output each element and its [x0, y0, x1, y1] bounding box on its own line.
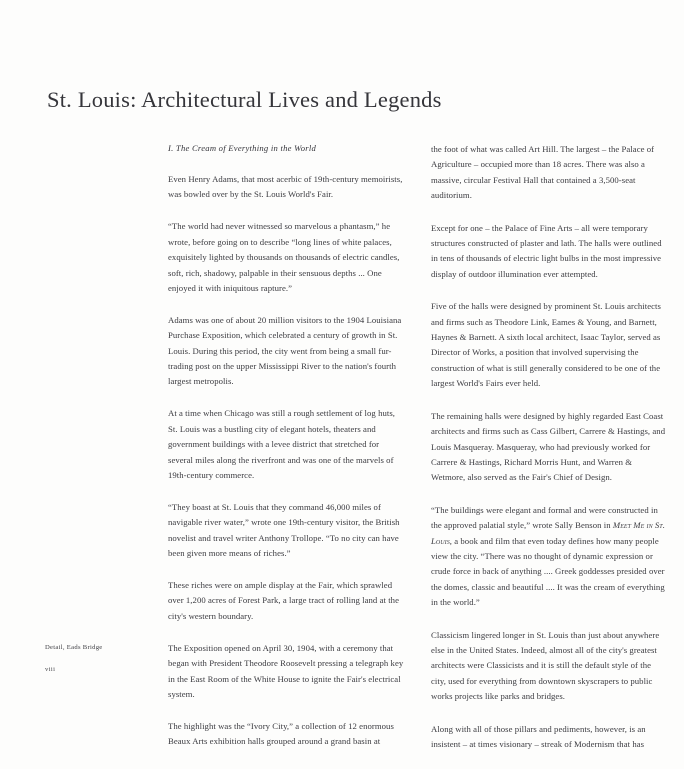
- paragraph: Classicism lingered longer in St. Louis than just about anywhere else in the United States. Indeed, almost all of the city's greatest architects were Classicists and it is still the default style of the city, used for everything from downtown skyscrapers to public works projects like parks and bridges.: [431, 629, 660, 702]
- left-text-column: [168, 142, 404, 769]
- paragraph: The Exposition opened on April 30, 1904, with a ceremony that began with President Theodore Roosevelt pressing a telegraph key in the East Room of the White House to ignite the Fair's electrical system.: [168, 642, 404, 699]
- page-number: viii: [45, 666, 56, 673]
- paragraph: These riches were on ample display at the Fair, which sprawled over 1,200 acres of Forest Park, a large tract of rolling land at the city's western boundary.: [168, 580, 399, 621]
- quote-text-part-two: , a book and film that even today defines how many people view the city. “There was no thought of dynamic expression or crude force in back of anything .... Greek goddesses presided over the domes, classic and beautiful .... It was the cream of everything in the world.”: [431, 535, 665, 608]
- two-column-text-body: [168, 142, 668, 769]
- quote-text-part-one: “The buildings were elegant and formal and were constructed in the approved palatial style,” wrote Sally Benson in: [431, 504, 658, 531]
- right-text-column: [431, 142, 667, 769]
- paragraph: Five of the halls were designed by prominent St. Louis architects and firms such as Theodore Link, Eames & Young, and Barnett, Haynes & Barnett. A sixth local architect, Isaac Taylor, served as Director of Works, a position that involved supervising the construction of what is still generally considered to be one of the largest World's Fairs ever held.: [431, 301, 661, 389]
- paragraph: Along with all of those pillars and pediments, however, is an insistent – at times visionary – streak of Modernism that has: [431, 723, 646, 749]
- paragraph: Even Henry Adams, that most acerbic of 19th-century memoirists, was bowled over by the St. Louis World's Fair.: [168, 174, 403, 200]
- paragraph: At a time when Chicago was still a rough settlement of log huts, St. Louis was a bustling city of elegant hotels, theaters and government buildings with a levee district that stretched for several miles along the riverfront and was one of the marvels of 19th-century commerce.: [168, 408, 396, 480]
- paragraph: “They boast at St. Louis that they command 46,000 miles of navigable river water,” wrote one 19th-century visitor, the British novelist and travel writer Anthony Trollope. “To no city can have been given more means of riches.”: [168, 501, 400, 559]
- figure-caption: Detail, Eads Bridge: [45, 644, 103, 651]
- paragraph: The remaining halls were designed by highly regarded East Coast architects and firms such as Cass Gilbert, Carrere & Hastings, and Louis Masqueray. Masqueray, who had previously worked for Carrere & Hastings, Richard Morris Hunt, and Warren & Wetmore, also served as the Fair's Chief of Design.: [431, 410, 666, 483]
- paragraph: Except for one – the Palace of Fine Arts – all were temporary structures constructed of plaster and lath. The halls were outlined in tens of thousands of electric light bulbs in the most impressive display of outdoor illumination ever attempted.: [431, 222, 662, 279]
- paragraph: The highlight was the “Ivory City,” a collection of 12 enormous Beaux Arts exhibition halls grouped around a grand basin at: [168, 720, 394, 747]
- work-title: Meet Me in St. Louis: [431, 520, 665, 546]
- paragraph: “The world had never witnessed so marvelous a phantasm,” he wrote, before going on to describe “long lines of white palaces, exquisitely lighted by thousands on thousands of electric candles, soft, rich, shadowy, palpable in their sensuous depths ... One enjoyed it with iniquitous rapture.”: [168, 221, 400, 293]
- paragraph: Adams was one of about 20 million visitors to the 1904 Louisiana Purchase Exposition, which celebrated a century of growth in St. Louis. During this period, the city went from being a small fur-trading post on the upper Mississippi River to the nation's fourth largest metropolis.: [168, 314, 402, 387]
- section-heading: I. The Cream of Everything in the World: [168, 143, 317, 153]
- page-title: St. Louis: Architectural Lives and Legends: [47, 87, 442, 113]
- paragraph-with-quoted-work: [431, 503, 667, 611]
- paragraph: the foot of what was called Art Hill. The largest – the Palace of Agriculture – occupied more than 18 acres. There was also a massive, circular Festival Hall that contained a 3,500-seat auditorium.: [431, 144, 655, 201]
